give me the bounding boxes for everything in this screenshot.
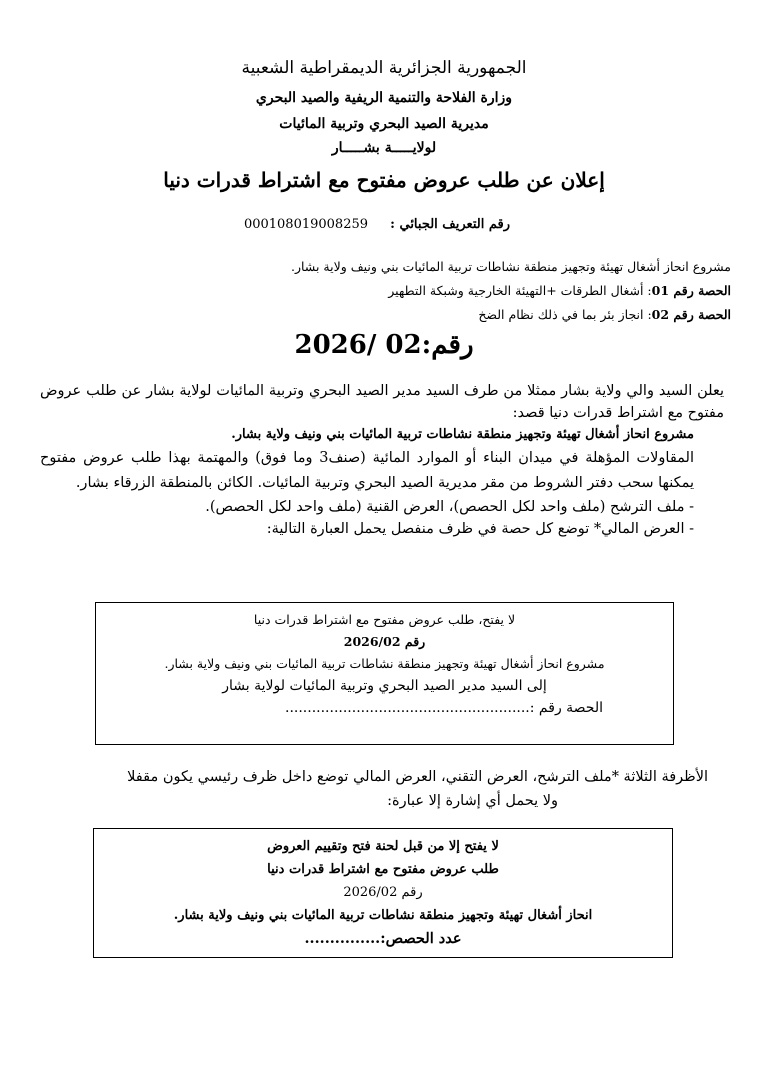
reference-number: رقم:02 /2026 xyxy=(294,330,474,360)
box1-line-3: مشروع انحاز أشغال تهيئة وتجهيز منطقة نشاطات تربية المائيات بني ونيف ولاية بشار. xyxy=(164,656,605,671)
box1-line-4: إلى السيد مدير الصيد البحري وتربية المائيات لولاية بشار xyxy=(222,678,547,694)
box2-line-1: لا يفتح إلا من قبل لحنة فتح وتقييم العروض xyxy=(267,839,499,854)
page-title: إعلان عن طلب عروض مفتوح مع اشتراط قدرات دنيا xyxy=(163,168,605,192)
lot-2-label: الحصة رقم 02 xyxy=(651,307,731,322)
lot-2 xyxy=(40,303,731,327)
tax-id xyxy=(244,217,510,232)
box1-line-2: رقم 2026/02 xyxy=(343,634,426,649)
directorate-heading: مديرية الصيد البحري وتربية المائيات xyxy=(279,116,489,132)
box2-line-3: رقم 2026/02 xyxy=(343,885,423,900)
intro-paragraph: يعلن السيد والي ولاية بشار ممثلا من طرف السيد مدير الصيد البحري وتربية المائيات لولاية بشار عن طلب عروض مفتوح مع اشتراط قدرات دنيا قصد: xyxy=(40,383,724,421)
after-line-2: ولا يحمل أي إشارة إلا عبارة: xyxy=(387,793,558,809)
lot-2-text: : انجاز بئر بما في ذلك نظام الضخ xyxy=(478,307,652,322)
wilaya-heading: لولايـــــة بشـــــار xyxy=(331,140,437,156)
after-line-1: الأظرفة الثلاثة *ملف الترشح، العرض التقني، العرض المالي توضع داخل ظرف رئيسي يكون مقفلا xyxy=(127,769,708,785)
box2-line-5: عدد الحصص:............... xyxy=(304,930,462,947)
lot-envelope-box xyxy=(95,602,674,745)
eligibility-paragraph: المقاولات المؤهلة في ميدان البناء أو الموارد المائية (صنف3 وما فوق) والمهتمة بهذا طلب عروض مفتوح يمكنها سحب دفتر الشروط من مقر مديرية الصيد البحري وتربية المائيات. الكائن بالمنطقة الزرقاء بشار. xyxy=(40,450,694,491)
announcement-body xyxy=(40,380,724,540)
bullet-financial-offer: - العرض المالي* توضع كل حصة في ظرف منفصل يحمل العبارة التالية: xyxy=(266,521,694,537)
box2-line-4: انحاز أشغال تهيئة وتجهيز منطقة نشاطات تربية المائيات بني ونيف ولاية بشار. xyxy=(173,908,593,923)
republic-heading: الجمهورية الجزائرية الديمقراطية الشعبية xyxy=(241,58,527,78)
lot-1-label: الحصة رقم 01 xyxy=(651,283,731,298)
main-envelope-box xyxy=(93,828,673,958)
project-summary xyxy=(40,255,731,327)
tax-id-value: 000108019008259 xyxy=(243,217,369,232)
project-description: مشروع انحاز أشغال تهيئة وتجهيز منطقة نشاطات تربية المائيات بني ونيف ولاية بشار. xyxy=(290,259,731,274)
lot-1 xyxy=(40,279,731,303)
outer-envelope-instructions xyxy=(40,765,708,813)
box2-line-2: طلب عروض مفتوح مع اشتراط قدرات دنيا xyxy=(267,862,499,877)
project-title-bold: مشروع انحاز أشغال تهيئة وتجهيز منطقة نشاطات تربية المائيات بني ونيف ولاية بشار. xyxy=(231,427,694,442)
ministry-heading: وزارة الفلاحة والتنمية الريفية والصيد البحري xyxy=(255,90,513,106)
tax-id-label: رقم التعريف الجبائي : xyxy=(390,217,510,232)
box1-line-5: الحصة رقم :....................................................... xyxy=(285,700,603,716)
box1-line-1: لا يفتح، طلب عروض مفتوح مع اشتراط قدرات دنيا xyxy=(253,612,516,627)
lot-1-text: : أشغال الطرقات +التهيئة الخارجية وشبكة التطهير xyxy=(388,283,652,298)
bullet-candidacy: - ملف الترشح (ملف واحد لكل الحصص)، العرض القنية (ملف واحد لكل الحصص). xyxy=(205,499,694,515)
